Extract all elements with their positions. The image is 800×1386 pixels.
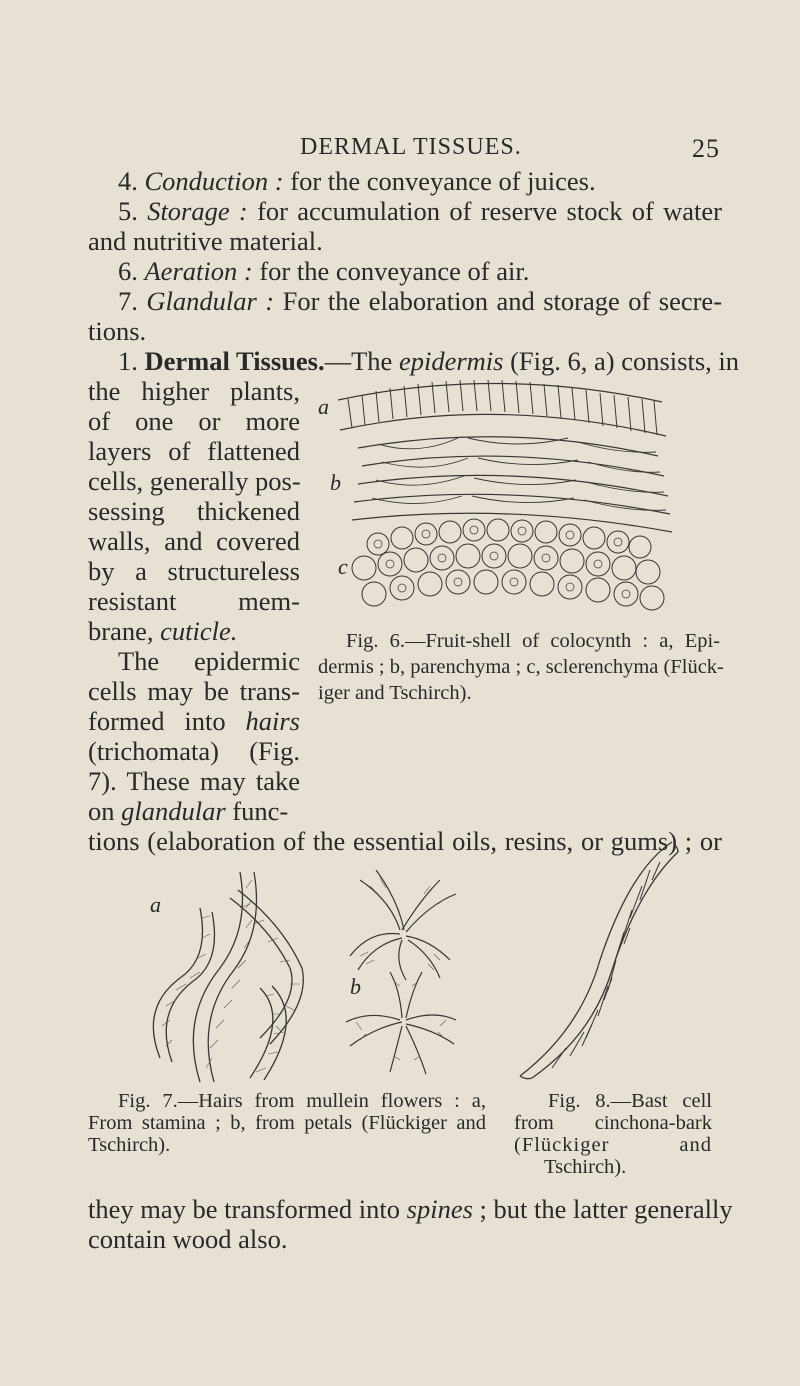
section-heading: Dermal Tissues. (144, 346, 325, 376)
body-line: cells may be trans- (88, 676, 300, 706)
body-line: contain wood also. (88, 1224, 288, 1254)
body-line: sessing thickened (88, 496, 300, 526)
body-line: resistant mem- (88, 586, 300, 616)
body-line: by a structureless (88, 556, 300, 586)
figure-7a-illustration (140, 868, 310, 1088)
body-line: (trichomata) (Fig. (88, 736, 300, 766)
body-line: formed into hairs (88, 706, 300, 736)
list-item-storage: 5. Storage : for accumulation of reserve stock of water (118, 196, 722, 226)
figure-7-caption-line: From stamina ; b, from petals (Flückiger and (88, 1112, 486, 1134)
body-line: on glandular func- (88, 796, 289, 826)
body-line: The epidermic (118, 646, 300, 676)
figure-6-caption-line: Fig. 6.—Fruit-shell of colocynth : a, Epi- (346, 630, 720, 652)
section-heading-line: 1. Dermal Tissues.—The epidermis (Fig. 6, a) consists, in (118, 346, 740, 376)
list-item-conduction: 4. Conduction : for the conveyance of juices. (118, 166, 596, 196)
fig6-label-b: b (330, 470, 341, 495)
figure-8-caption-line: (Flückiger and (514, 1134, 712, 1156)
fig7-label-a: a (150, 892, 161, 917)
list-item-storage-continuation: and nutritive material. (88, 226, 323, 256)
body-line: tions (elaboration of the essential oils, resins, or gums) ; or (88, 826, 722, 856)
body-line: cells, generally pos- (88, 466, 301, 496)
body-line: layers of flattened (88, 436, 300, 466)
body-line: they may be transformed into spines ; but the latter generally (88, 1194, 733, 1224)
figure-7-caption-line: Tschirch). (88, 1134, 171, 1156)
figure-6-illustration (318, 372, 690, 622)
page-number: 25 (692, 134, 720, 163)
fig7-label-b: b (350, 974, 361, 999)
figure-8-caption-line: Tschirch). (544, 1156, 627, 1178)
figure-6-caption-line: iger and Tschirch). (318, 682, 472, 704)
body-line: 7). These may take (88, 766, 300, 796)
list-item-glandular: 7. Glandular : For the elaboration and storage of secre- (118, 286, 723, 316)
fig6-label-c: c (338, 554, 348, 579)
body-line: the higher plants, (88, 376, 300, 406)
figure-7-caption-line: Fig. 7.—Hairs from mullein flowers : a, (118, 1090, 486, 1112)
fig6-label-a: a (318, 394, 329, 419)
figure-7b-illustration (330, 860, 470, 1080)
body-line: walls, and covered (88, 526, 300, 556)
body-line: of one or more (88, 406, 300, 436)
figure-8-illustration (500, 840, 680, 1080)
list-item-aeration: 6. Aeration : for the conveyance of air. (118, 256, 530, 286)
figure-6-caption-line: dermis ; b, parenchyma ; c, sclerenchyma (Flück- (318, 656, 724, 678)
list-item-glandular-continuation: tions. (88, 316, 147, 346)
running-title: DERMAL TISSUES. (300, 134, 522, 160)
figure-8-caption-line: Fig. 8.—Bast cell (548, 1090, 712, 1112)
figure-8-caption-line: from cinchona-bark (514, 1112, 712, 1134)
body-line: brane, cuticle. (88, 616, 238, 646)
